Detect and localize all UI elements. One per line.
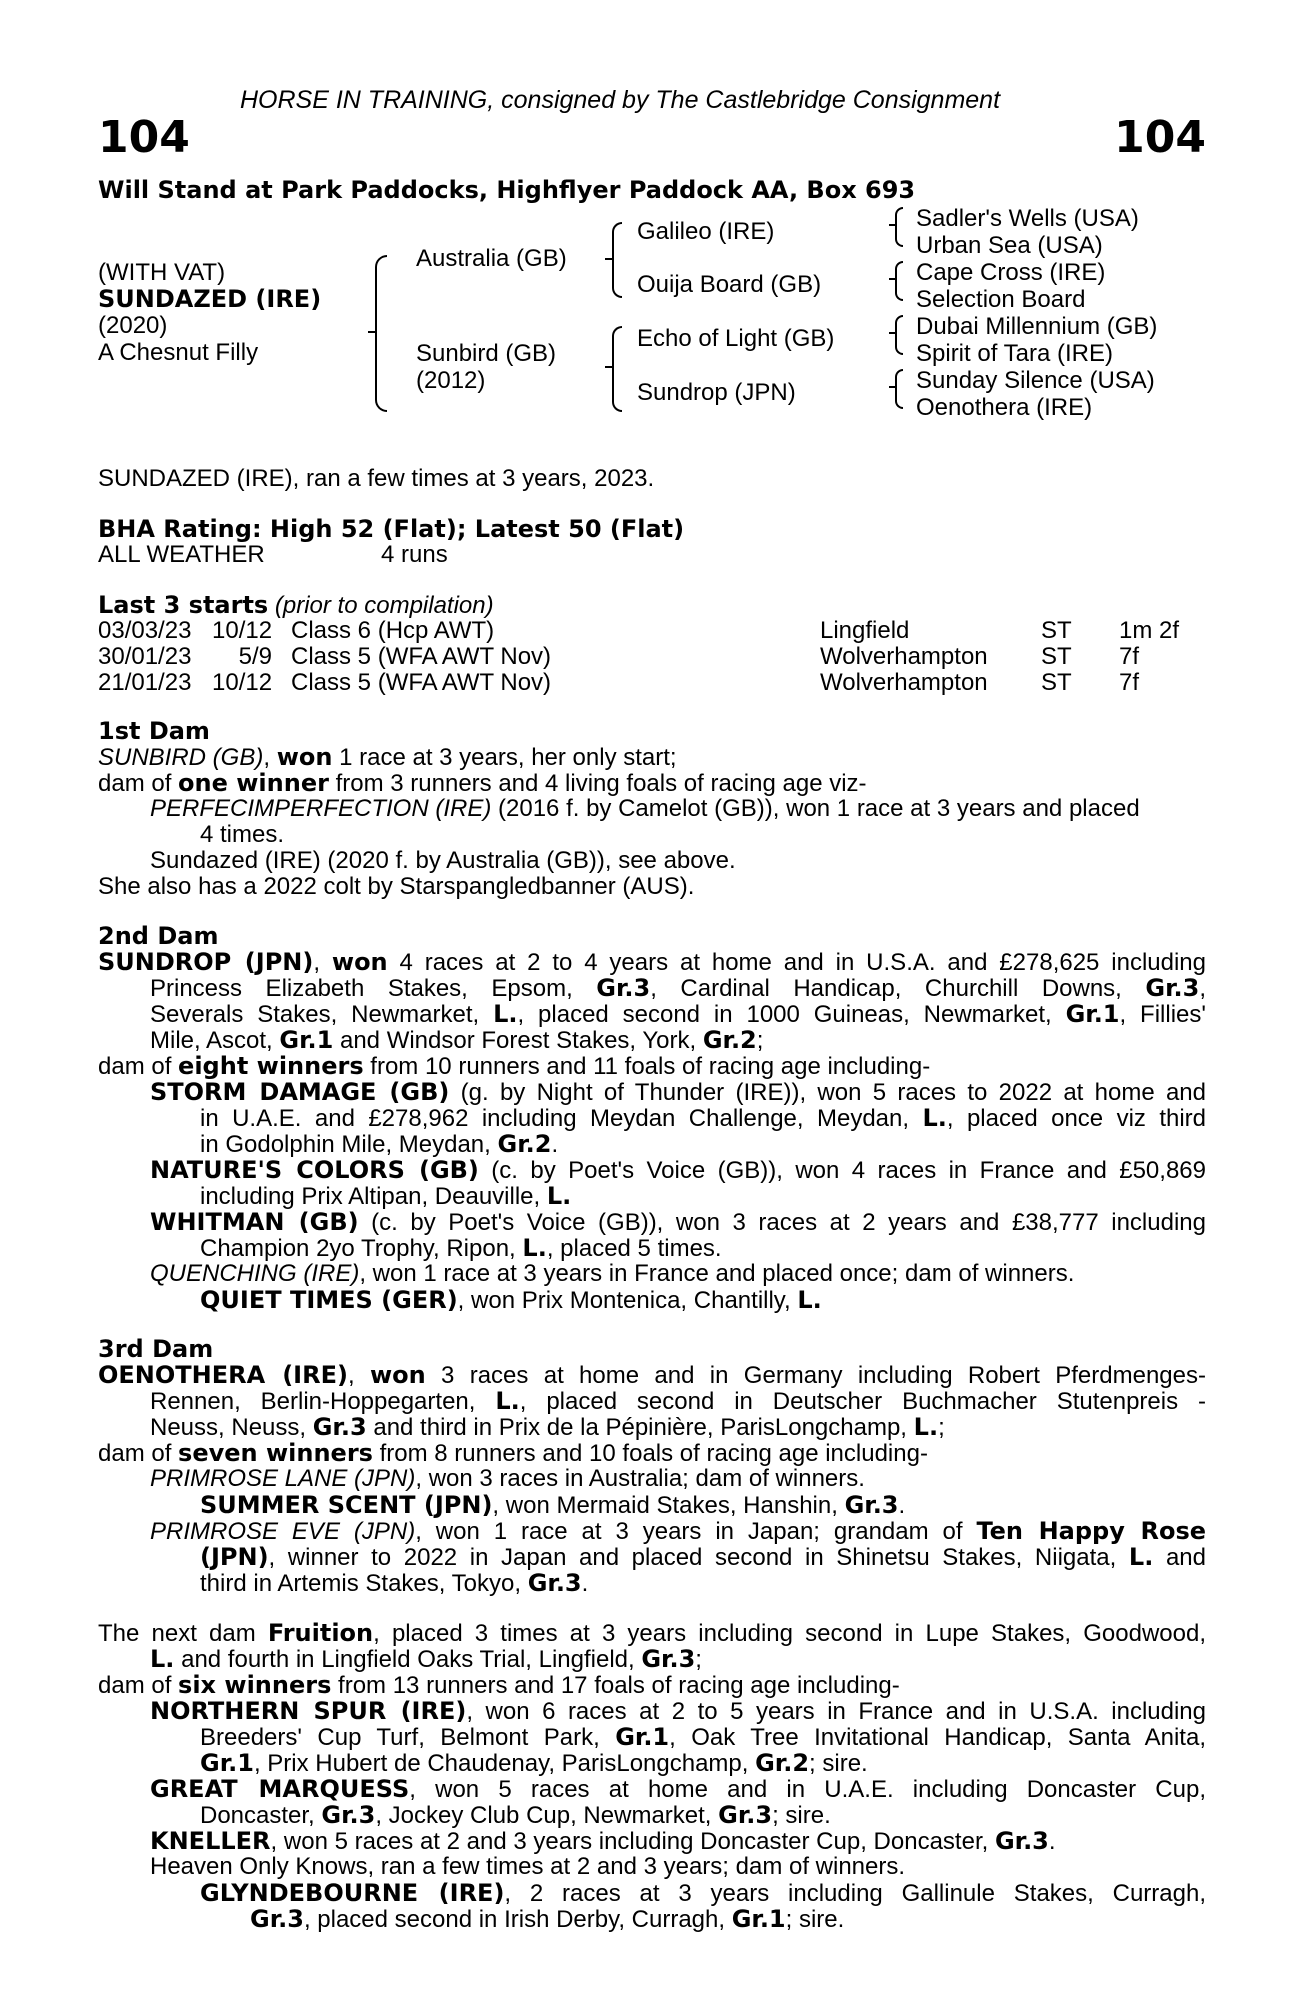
start-race: Class 5 (WFA AWT Nov) [291,643,552,670]
pedigree-brace-sd-tip [889,278,896,280]
dam-line [150,1209,1206,1236]
surface-label: ALL WEATHER [98,541,265,568]
dam-line [150,975,1206,1002]
dam-line [150,796,1206,822]
text: , placed 3 times at 3 years including second in Lupe Stakes, Goodwood, [373,1620,1206,1647]
lot-number-right: 104 [1114,112,1206,163]
dam-line [200,1880,1206,1907]
dam-line: Sundazed (IRE) (2020 f. by Australia (GB)), see above. [150,847,736,874]
text: . [898,1492,906,1519]
text: Severals Stakes, Newmarket, [150,1001,494,1028]
winners-count: one winner [178,769,329,797]
start-date: 21/01/23 [98,669,192,696]
text: , won Mermaid Stakes, Hanshin, [492,1492,845,1519]
pedigree-sds: Cape Cross (IRE) [916,259,1106,286]
text: , Prix Hubert de Chaudenay, ParisLongchamp, [253,1750,756,1777]
dam-line [150,1646,1206,1673]
pedigree-brace-dam-tip [605,366,612,368]
text: Champion 2yo Trophy, Ripon, [200,1235,523,1262]
text: ; sire. [785,1906,845,1933]
grade: Gr.1 [200,1749,254,1777]
pedigree-dds: Sunday Silence (USA) [916,367,1155,394]
dam-line [200,1492,1206,1519]
text: ; sire. [809,1750,868,1777]
dam-line [200,1544,1206,1571]
won-text: won [331,948,388,976]
text: 3 races at home and in Germany including Robert Pferdmenges- [425,1362,1206,1389]
start-distance: 1m 2f [1119,617,1180,644]
text: 4 races at 2 to 4 years at home and in U.S.A. and £278,625 including [387,949,1206,976]
text: Princess Elizabeth Stakes, Epsom, [150,975,597,1002]
grade: Gr.2 [497,1130,552,1158]
text: Rennen, Berlin-Hoppegarten, [150,1388,496,1415]
text: , Cardinal Handicap, Churchill Downs, [650,975,1146,1002]
dam-line [150,1414,1206,1441]
dam-line [98,770,1206,797]
progeny-name: WHITMAN (GB) [150,1208,359,1236]
start-going: ST [1041,643,1072,670]
text: Neuss, Neuss, [150,1414,313,1441]
pedigree-brace-dam [612,326,622,412]
text: in U.A.E. and £278,962 including Meydan Challenge, Meydan, [200,1105,923,1132]
text: , 2 races at 3 years including Gallinule Stakes, Curragh, [504,1880,1206,1907]
winners-count: seven winners [178,1439,373,1467]
progeny-name: STORM DAMAGE (GB) [150,1078,450,1106]
dam-line [200,1235,1206,1262]
grade: Gr.3 [527,1569,582,1597]
text: . [581,1570,589,1597]
text: , Oak Tree Invitational Handicap, Santa Anita, [669,1724,1206,1751]
text: and [1153,1544,1206,1571]
dam-line [98,1362,1206,1389]
last-starts-note: (prior to compilation) [274,592,494,619]
pedigree-dss: Dubai Millennium (GB) [916,313,1158,340]
text: Mile, Ascot, [150,1027,280,1054]
start-going: ST [1041,617,1072,644]
grade: Gr.1 [731,1905,786,1933]
grade: Gr.3 [844,1491,899,1519]
progeny-name: QUENCHING (IRE) [150,1260,360,1287]
winners-count: six winners [178,1671,332,1699]
progeny-name: SUMMER SCENT (JPN) [200,1491,493,1519]
start-distance: 7f [1119,669,1140,696]
dam-name: OENOTHERA (IRE) [98,1361,348,1389]
pedigree-sire-sire: Galileo (IRE) [637,218,775,245]
text: third in Artemis Stakes, Tokyo, [200,1570,528,1597]
text: ; [695,1646,702,1673]
text: , winner to 2022 in Japan and placed second in Shinetsu Stakes, Niigata, [268,1544,1129,1571]
grade: L. [1128,1543,1154,1571]
won-text: won [276,743,333,771]
progeny-name: KNELLER [150,1827,271,1855]
text: , won 5 races at 2 and 3 years including Doncaster Cup, Doncaster, [270,1828,995,1855]
text: The next dam [98,1620,268,1647]
dam-line: She also has a 2022 colt by Starspangledbanner (AUS). [98,873,695,900]
progeny-name: (JPN) [200,1543,269,1571]
dam-line [200,1570,1206,1597]
grade: L. [546,1182,572,1210]
text: including Prix Altipan, Deauville, [200,1183,547,1210]
progeny-name: GLYNDEBOURNE (IRE) [200,1879,505,1907]
text: from 8 runners and 10 foals of racing age including- [372,1440,928,1467]
pedigree-brace-gen1 [375,255,387,412]
text: ; [938,1414,945,1441]
dam-line [200,1105,1206,1132]
grade: Gr.1 [279,1026,334,1054]
pedigree-dam-sire: Echo of Light (GB) [637,325,835,352]
grade: Gr.3 [1145,974,1200,1002]
text: (c. by Poet's Voice (GB)), won 3 races at 2 years and £38,777 including [358,1209,1206,1236]
pedigree-sdd: Selection Board [916,286,1086,313]
text: (g. by Night of Thunder (IRE)), won 5 races to 2022 at home and [449,1079,1207,1106]
race-summary: SUNDAZED (IRE), ran a few times at 3 years, 2023. [98,465,655,492]
grade: Gr.3 [718,1801,773,1829]
text: , [1199,975,1206,1002]
dam-line [98,1620,1206,1647]
text: (c. by Poet's Voice (GB)), won 4 races in France and £50,869 [478,1157,1206,1184]
text: , placed second in Deutscher Buchmacher Stutenpreis - [519,1388,1206,1415]
dam-line: Heaven Only Knows, ran a few times at 2 and 3 years; dam of winners. [150,1853,906,1880]
start-position: 10/12 [212,669,273,696]
dam-line: 4 times. [200,821,285,848]
dam-line [150,1388,1206,1415]
progeny-name: PRIMROSE EVE (JPN) [150,1518,416,1545]
grade: L. [913,1413,939,1441]
dam-name: SUNDROP (JPN) [98,948,314,976]
winners-count: eight winners [178,1052,364,1080]
dam-line [150,1157,1206,1184]
text: from 13 runners and 17 foals of racing age including- [331,1672,900,1699]
text: , Jockey Club Cup, Newmarket, [375,1802,719,1829]
pedigree-brace-ds [895,315,903,355]
text: , [313,949,332,976]
pedigree-brace-sire [612,222,622,298]
grade: L. [922,1104,947,1132]
last-starts-heading [98,591,494,620]
text: , won 1 race at 3 years in France and placed once; dam of winners. [359,1260,1075,1287]
dam-line [150,1776,1206,1803]
text: from 3 runners and 4 living foals of racing age viz- [328,770,867,797]
dam-line [98,949,1206,976]
section-heading: 2nd Dam [98,922,219,950]
consignment-line: HORSE IN TRAINING, consigned by The Castlebridge Consignment [240,86,1001,114]
pedigree-dam: Sunbird (GB) [416,340,557,367]
grade: Gr.1 [1065,1000,1120,1028]
dam-line [200,1724,1206,1751]
section-heading: 3rd Dam [98,1335,214,1363]
text: , placed 5 times. [546,1235,722,1262]
vat-note: (WITH VAT) [98,259,226,286]
grade: Gr.3 [641,1645,696,1673]
dam-line [200,1131,1206,1158]
dam-line [98,744,1206,771]
text: . [1048,1828,1056,1855]
pedigree-sire-dam: Ouija Board (GB) [637,271,822,298]
progeny-name: Ten Happy Rose [976,1517,1207,1545]
pedigree-sire: Australia (GB) [416,245,567,272]
dam-line [98,1440,1206,1467]
pedigree-brace-ds-tip [889,332,896,334]
text: Breeders' Cup Turf, Belmont Park, [200,1724,616,1751]
start-going: ST [1041,669,1072,696]
dam-name: Fruition [267,1619,374,1647]
grade: Gr.1 [615,1723,670,1751]
text: dam of [98,1053,179,1080]
text: and third in Prix de la Pépinière, ParisLongchamp, [366,1414,914,1441]
start-course: Wolverhampton [820,643,988,670]
dam-line [150,1001,1206,1028]
text: dam of [98,770,179,797]
dam-name: SUNBIRD (GB) [98,744,264,771]
start-course: Wolverhampton [820,669,988,696]
dam-line [150,1518,1206,1545]
text: , won Prix Montenica, Chantilly, [457,1287,798,1314]
pedigree-dsd: Spirit of Tara (IRE) [916,340,1113,367]
progeny-name: PERFECIMPERFECTION (IRE) [150,795,492,822]
start-date: 03/03/23 [98,617,192,644]
text: from 10 runners and 11 foals of racing age including- [363,1053,931,1080]
section-heading: 1st Dam [98,717,210,745]
text: , placed second in Irish Derby, Curragh, [303,1906,732,1933]
start-position: 10/12 [212,617,273,644]
grade: Gr.3 [321,1801,376,1829]
text: ; sire. [772,1802,831,1829]
text: (2016 f. by Camelot (GB)), won 1 race at 3 years and placed [491,795,1140,822]
progeny-name: QUIET TIMES (GER) [200,1286,458,1314]
grade: L. [797,1286,822,1314]
pedigree-brace-ss-tip [889,224,896,226]
dam-line [150,1079,1206,1106]
text: . [551,1131,559,1158]
won-text: won [369,1361,426,1389]
grade: Gr.3 [312,1413,367,1441]
grade: L. [495,1387,520,1415]
pedigree-brace-dd [895,369,903,409]
dam-line [150,1466,1206,1492]
dam-line [150,1261,1206,1287]
text: , placed second in 1000 Guineas, Newmarket, [517,1001,1066,1028]
dam-line [150,1828,1206,1855]
progeny-name: NATURE'S COLORS (GB) [150,1156,479,1184]
progeny-name: NORTHERN SPUR (IRE) [150,1697,467,1725]
pedigree-sss: Sadler's Wells (USA) [916,205,1139,232]
text: and Windsor Forest Stakes, York, [333,1027,703,1054]
text: 1 race at 3 years, her only start; [332,744,677,771]
horse-name: SUNDAZED (IRE) [98,285,322,313]
grade: Gr.3 [596,974,651,1002]
surface-runs: 4 runs [381,541,448,568]
dam-line [98,1053,1206,1080]
dam-line [200,1183,1206,1210]
text: , [263,744,277,771]
text: , [347,1362,370,1389]
dam-line [150,1027,1206,1054]
grade: Gr.3 [250,1905,304,1933]
pedigree-ddd: Oenothera (IRE) [916,394,1093,421]
start-distance: 7f [1119,643,1140,670]
text: dam of [98,1440,179,1467]
horse-year: (2020) [98,312,168,339]
start-date: 30/01/23 [98,643,192,670]
text: ; [756,1027,764,1054]
lot-number-left: 104 [98,112,190,163]
pedigree-dam-dam: Sundrop (JPN) [637,379,796,406]
grade: L. [150,1645,175,1673]
dam-line [98,1672,1206,1699]
pedigree-brace-dd-tip [889,386,896,388]
start-course: Lingfield [820,617,910,644]
horse-description: A Chesnut Filly [98,339,259,366]
grade: Gr.2 [702,1026,757,1054]
grade: L. [522,1234,547,1262]
progeny-name: PRIMROSE LANE (JPN) [150,1465,416,1492]
text: in Godolphin Mile, Meydan, [200,1131,498,1158]
last-starts-title: Last 3 starts [98,591,269,619]
text: , placed once viz third [946,1105,1207,1132]
dam-line [150,1698,1206,1725]
dam-line [200,1802,1206,1829]
grade: L. [493,1000,518,1028]
text: Doncaster, [200,1802,322,1829]
dam-line [200,1750,1206,1777]
start-position: 5/9 [238,643,272,670]
progeny-name: GREAT MARQUESS [150,1775,410,1803]
start-race: Class 5 (WFA AWT Nov) [291,669,552,696]
pedigree-brace-ss [895,207,903,247]
text: , won 3 races in Australia; dam of winners. [415,1465,865,1492]
pedigree-brace-sire-tip [605,258,612,260]
bha-rating: BHA Rating: High 52 (Flat); Latest 50 (Flat) [98,515,685,543]
dam-line [250,1906,1206,1933]
dam-line [200,1287,1206,1314]
start-race: Class 6 (Hcp AWT) [291,617,495,644]
pedigree-brace-gen1-tip [368,331,375,333]
text: , won 5 races at home and in U.A.E. including Doncaster Cup, [409,1776,1206,1803]
text: dam of [98,1672,179,1699]
pedigree-dam-year: (2012) [416,367,486,394]
grade: Gr.2 [755,1749,810,1777]
text: , won 6 races at 2 to 5 years in France and in U.S.A. including [466,1698,1206,1725]
text: , Fillies' [1119,1001,1206,1028]
text: and fourth in Lingfield Oaks Trial, Lingfield, [174,1646,642,1673]
stand-location: Will Stand at Park Paddocks, Highflyer Paddock AA, Box 693 [98,176,916,204]
text: , won 1 race at 3 years in Japan; grandam of [415,1518,977,1545]
pedigree-brace-sd [895,261,903,301]
pedigree-ssd: Urban Sea (USA) [916,232,1103,259]
grade: Gr.3 [994,1827,1049,1855]
